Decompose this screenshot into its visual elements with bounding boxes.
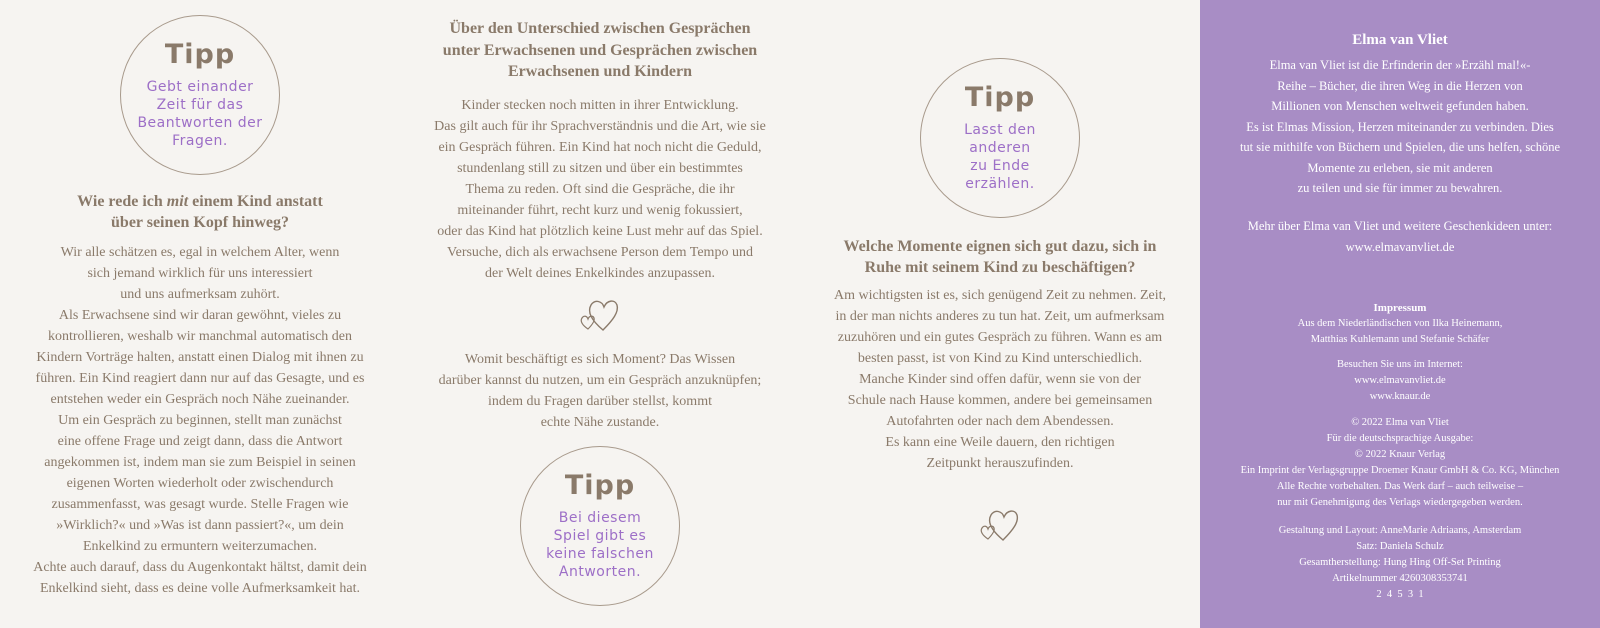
body-text-2b: Womit beschäftigt es sich Moment? Das Wissen darüber kannst du nutzen, um ein Gespräch anzuknüpfen; indem du Fragen darüber stellst, kommt echte Nähe zustande. [438, 352, 762, 430]
column-3 [800, 0, 1200, 628]
column-1 [0, 0, 400, 628]
body-text-1: Wir alle schätzen es, egal in welchem Alter, wenn sich jemand wirklich für uns interessiert und uns aufmerksam zuhört. Als Erwachsene sind wir daran gewöhnt, vieles zu kontrollieren, weshalb wir manchmal automatisch den Kindern Vorträge halten, anstatt einen Dialog mit ihnen zu führen. Ein Kind reagiert dann nur auf das Gesagte, und es entstehen weder ein Gespräch noch Nähe zueinander. Um ein Gespräch zu beginnen, stellt man zunächst eine offene Frage und zeigt dann, dass die Antwort angekommen ist, indem man sie zum Beispiel in seinen eigenen Worten wiederholt oder zwischendurch zusammenfasst, was gesagt wurde. Stelle Fragen wie »Wirklich?« und »Was ist dann passiert?«, um dein Enkelkind zu ermuntern weiterzumachen. Achte auch darauf, dass du Augenkontakt hältst, damit dein Enkelkind sieht, dass es deine volle Aufmerksamkeit hat. [33, 245, 367, 596]
impressum-copyright: © 2022 Elma van Vliet Für die deutschsprachige Ausgabe: © 2022 Knaur Verlag Ein Imprint der Verlagsgruppe Droemer Knaur GmbH & Co. KG, München Alle Rechte vorbehalten. Das Werk darf – auch teilweise – nur mit Genehmigung des Verlags wiedergegeben werden. [1240, 417, 1560, 508]
tip-title: Tipp [564, 469, 636, 501]
body-text-3: Am wichtigsten ist es, sich genügend Zeit zu nehmen. Zeit, in der man nichts anderes zu tun hat. Zeit, um aufmerksam zuzuhören und ein gutes Gespräch zu führen. Wann es am besten passt, ist von Kind zu Kind unterschiedlich. Manche Kinder sind offen dafür, wenn sie von der Schule nach Hause kommen, andere bei gemeinsamen Autofahrten oder nach dem Abendessen. Es kann eine Weile dauern, den richtigen Zeitpunkt herauszufinden. [833, 288, 1167, 471]
impressum-internet: Besuchen Sie uns im Internet: www.elmavanvliet.de www.knaur.de [1337, 359, 1463, 402]
tip-circle-3 [920, 58, 1080, 218]
tip-text: Gebt einander Zeit für das Beantworten der Fragen. [137, 78, 263, 149]
column-2 [400, 0, 800, 628]
tip-circle-2 [520, 446, 680, 606]
heading-part: einem Kind anstatt über seinen Kopf hinweg? [111, 193, 323, 231]
heading-emphasis: mit [166, 193, 189, 210]
more-info: Mehr über Elma van Vliet und weitere Geschenkideen unter: www.elmavanvliet.de [1247, 219, 1553, 254]
tip-text: Lasst den anderen zu Ende erzählen. [964, 121, 1036, 192]
tip-text: Bei diesem Spiel gibt es keine falschen Antworten. [546, 509, 654, 580]
impressum-credits: Gestaltung und Layout: AnneMarie Adriaans, Amsterdam Satz: Daniela Schulz Gesamtherstellung: Hung Hing Off-Set Printing Artikelnummer 4260308353741 [1278, 525, 1522, 584]
tip-title: Tipp [164, 38, 236, 70]
section-heading-1 [0, 191, 400, 233]
author-panel [1200, 0, 1600, 628]
section-heading-3: Welche Momente eignen sich gut dazu, sich in Ruhe mit seinem Kind zu beschäftigen? [843, 238, 1157, 276]
author-name: Elma van Vliet [1352, 32, 1448, 48]
hearts-icon [977, 506, 1023, 542]
hearts-icon [577, 296, 623, 332]
heading-part: Wie rede ich [77, 193, 167, 210]
print-run-numbers: 2 4 5 3 1 [1376, 589, 1424, 600]
tip-circle-1 [120, 15, 280, 175]
body-text-2a: Kinder stecken noch mitten in ihrer Entwicklung. Das gilt auch für ihr Sprachverständnis und die Art, wie sie ein Gespräch führen. Ein Kind hat noch nicht die Geduld, stundenlang still zu sitzen und über ein bestimmtes Thema zu reden. Oft sind die Gespräche, die ihr miteinander führt, recht kurz und wenig fokussiert, oder das Kind hat plötzlich keine Lust mehr auf das Spiel. Versuche, dich als erwachsene Person dem Tempo und der Welt deines Enkelkindes anzupassen. [434, 98, 766, 281]
impressum-title: Impressum [1373, 302, 1427, 314]
impressum-translation: Aus dem Niederländischen von Ilka Heinemann, Matthias Kuhlemann und Stefanie Schäfer [1297, 318, 1503, 345]
tip-title: Tipp [964, 81, 1036, 113]
section-heading-2: Über den Unterschied zwischen Gesprächen unter Erwachsenen und Gesprächen zwischen Erwachsenen und Kindern [442, 20, 758, 80]
author-bio: Elma van Vliet ist die Erfinderin der »Erzähl mal!«- Reihe – Bücher, die ihren Weg in die Herzen von Millionen von Menschen weltweit gefunden haben. Es ist Elmas Mission, Herzen miteinander zu verbinden. Dies tut sie mithilfe von Büchern und Spielen, die uns helfen, schöne Momente zu erleben, sie mit anderen zu teilen und sie für immer zu bewahren. [1239, 58, 1561, 195]
